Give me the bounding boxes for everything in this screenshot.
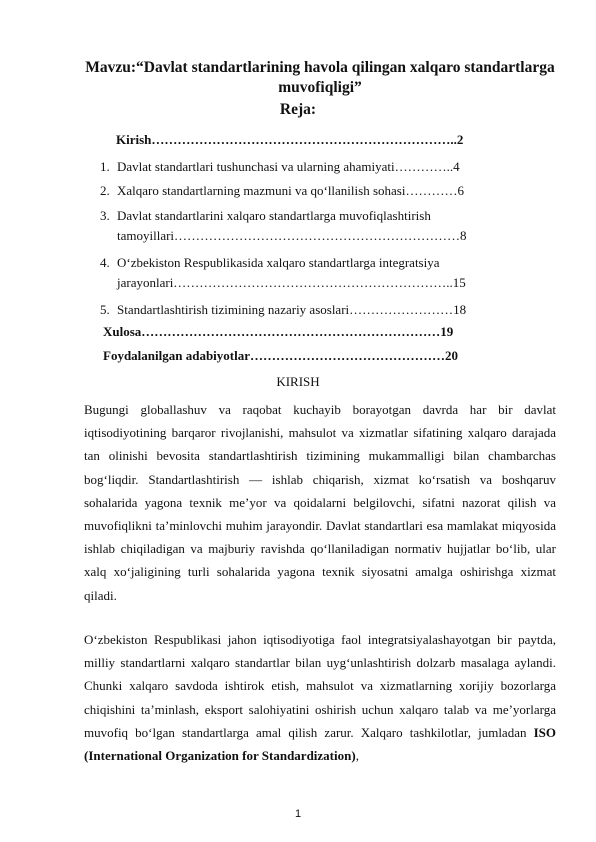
toc-item-number: 2. bbox=[100, 183, 110, 198]
toc-item-number: 1. bbox=[100, 159, 110, 174]
toc-item-label: Davlat standartlarini xalqaro standartlarga muvofiqlashtirish bbox=[117, 208, 431, 223]
toc-item-5 bbox=[100, 300, 520, 320]
toc-conclusion: Xulosa……………………………………………………………19 bbox=[103, 324, 454, 339]
toc-item-label: Davlat standartlari tushunchasi va ularning ahamiyati…………..4 bbox=[117, 159, 460, 174]
page-number: 1 bbox=[294, 808, 302, 820]
toc-references: Foydalanilgan adabiyotlar………………………………………20 bbox=[103, 348, 458, 363]
toc-item-3 bbox=[100, 206, 520, 246]
toc-item-number: 5. bbox=[100, 302, 110, 317]
section-heading: KIRISH bbox=[276, 374, 320, 389]
plan-heading: Reja: bbox=[279, 101, 317, 118]
paragraph-2-end: , bbox=[355, 748, 359, 764]
toc-item-2 bbox=[100, 181, 520, 201]
toc-item-label: Xalqaro standartlarning mazmuni va qo‘llanilish sohasi…………6 bbox=[117, 183, 464, 198]
paragraph-2-text: O‘zbekiston Respublikasi jahon iqtisodiyotiga faol integratsiyalashayotgan bir paytda, milliy standartlarni xalqaro standartlar bilan uyg‘unlashtirish dolzarb masalaga aylandi. Chunki xalqaro savdoda ishtirok etish, mahsulot va xizmatlarning xorijiy bozorlarga chiqishini ta’minlash, eksport salohiyatini oshirish uchun xalqaro talab va me’yorlarga muvofiq bo‘lgan standartlarga amal qilish zarur. Xalqaro tashkilotlar, jumladan bbox=[84, 632, 556, 740]
paragraph-2-bold: ISO (International Organization for Standardization) bbox=[84, 724, 556, 764]
paragraph-2 bbox=[84, 628, 556, 767]
toc-item-number: 4. bbox=[100, 255, 110, 270]
paragraph-1: Bugungi globallashuv va raqobat kuchayib borayotgan davrda har bir davlat iqtisodiyotining barqaror rivojlanishi, mahsulot va xizmatlar sifatining xalqaro darajada tan olinishi bevosita standartlashtirish tizimining mukammalligi bilan chambarchas bog‘liqdir. Standartlashtirish — ishlab chiqarish, xizmat ko‘rsatish va boshqaruv sohalarida yagona texnik me’yor va qoidalarni belgilovchi, sifatni nazorat qilish va muvofiqlikni ta’minlovchi muhim jarayondir. Davlat standartlari esa mamlakat miqyosida ishlab chiqiladigan va majburiy ravishda qo‘llaniladigan normativ hujjatlar bo‘lib, ular xalq xo‘jaligining turli sohalarida yagona texnik siyosatni amalga oshirishga xizmat qiladi. bbox=[84, 402, 556, 603]
toc-item-1 bbox=[100, 157, 520, 177]
toc-item-label: Standartlashtirish tizimining nazariy asoslari……………………18 bbox=[117, 302, 467, 317]
toc-item-label: O‘zbekiston Respublikasida xalqaro standartlarga integratsiya bbox=[117, 255, 440, 270]
toc-intro: Kirish……………………………………………………………..2 bbox=[116, 132, 464, 147]
toc-item-number: 3. bbox=[100, 208, 110, 223]
toc-item-4 bbox=[100, 253, 520, 293]
toc-item-continuation: jarayonlari………………………………………………………..15 bbox=[117, 275, 466, 290]
document-title: Mavzu:“Davlat standartlarining havola qilingan xalqaro standartlarga muvofiqligi” bbox=[85, 59, 555, 96]
toc-item-continuation: tamoyillari…………………………………………………………8 bbox=[117, 228, 467, 243]
